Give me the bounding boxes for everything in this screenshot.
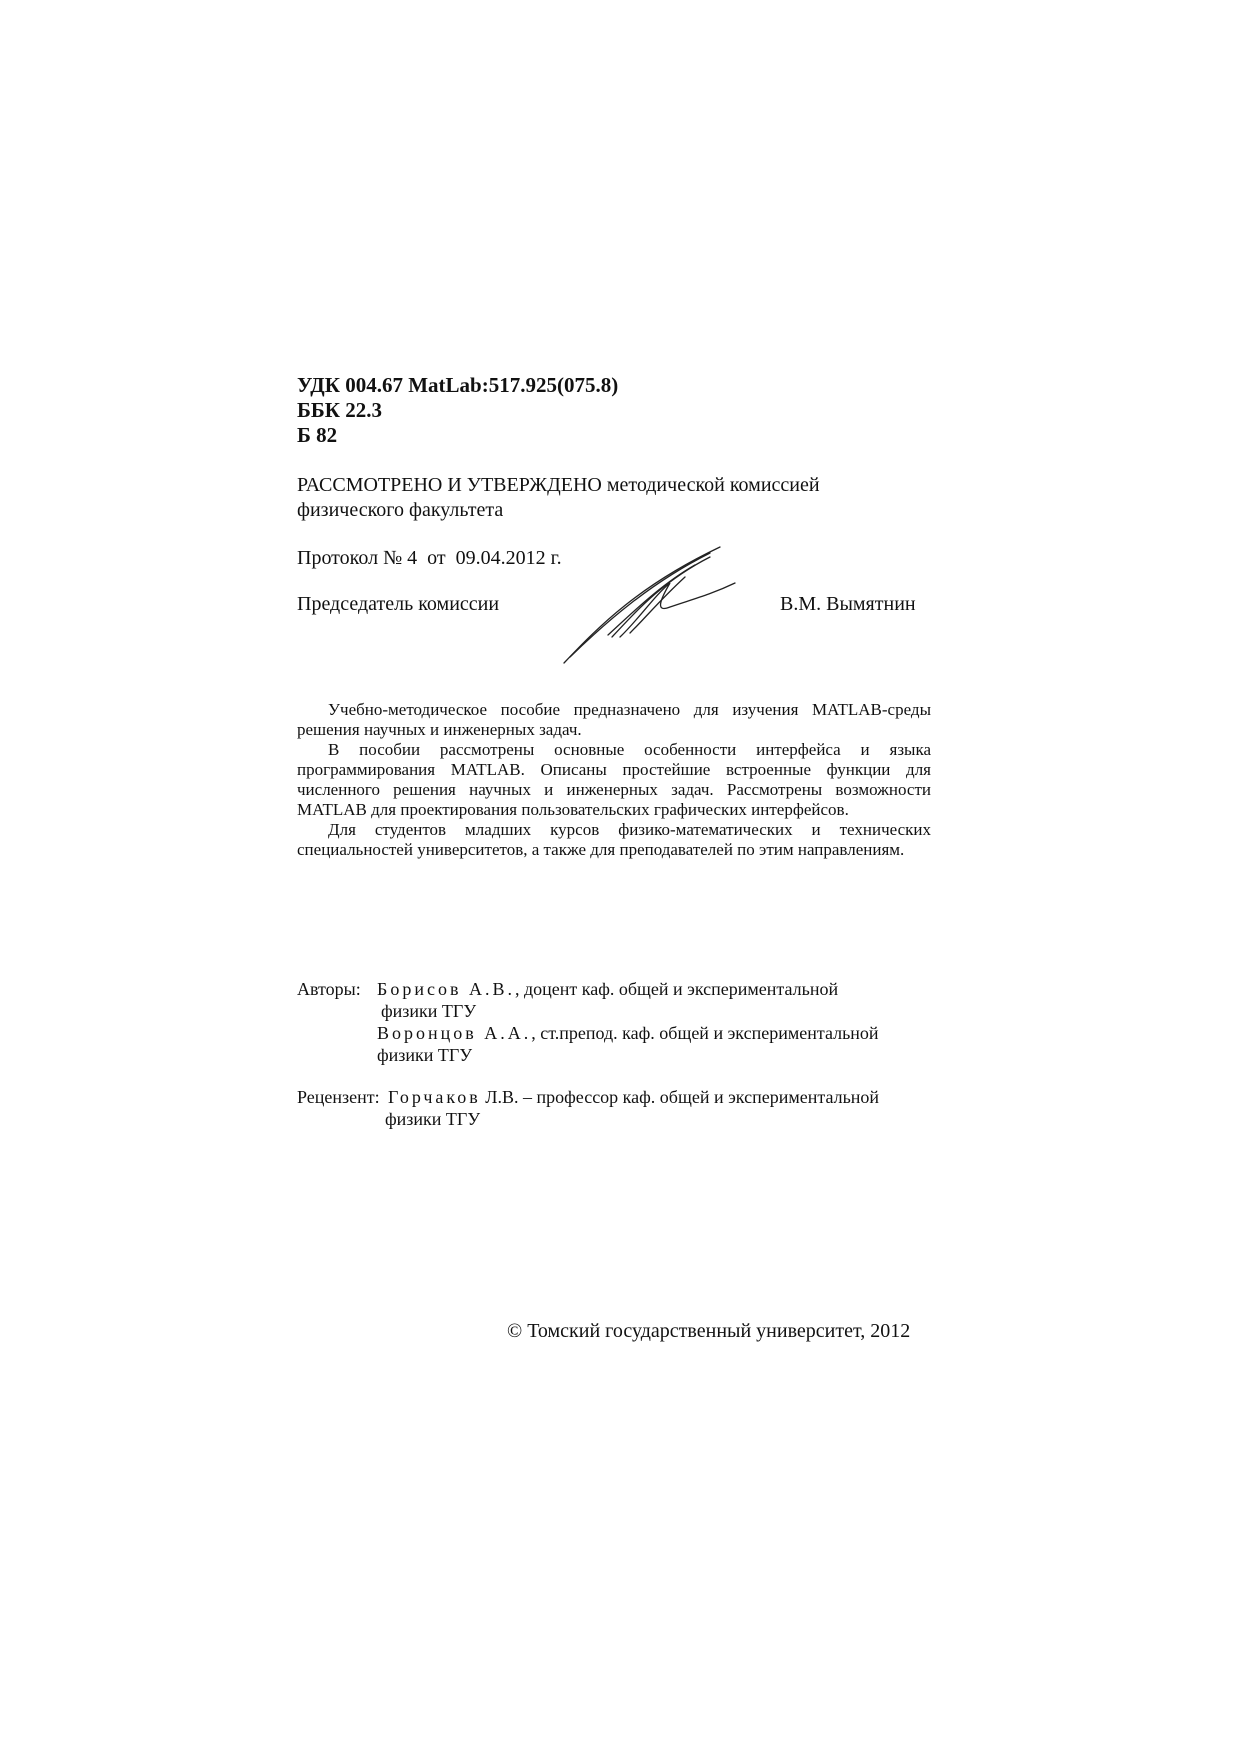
chair-label: Председатель комиссии bbox=[297, 593, 500, 615]
reviewer bbox=[388, 1086, 879, 1108]
author-2 bbox=[377, 1022, 879, 1044]
reviewer-name: Горчаков bbox=[388, 1087, 481, 1107]
abstract bbox=[297, 700, 931, 860]
author-1 bbox=[377, 978, 838, 1000]
author-mark: Б 82 bbox=[297, 423, 338, 447]
authors-label: Авторы: bbox=[297, 979, 361, 999]
udk-code: УДК 004.67 MatLab:517.925(075.8) bbox=[297, 373, 619, 397]
author-1-role: , доцент каф. общей и экспериментальной bbox=[514, 979, 839, 999]
signature-icon bbox=[560, 545, 750, 675]
abstract-paragraph-2: В пособии рассмотрены основные особенности интерфейса и языка программирования MATLAB. Описаны простейшие встроенные функции для численного решения научных и инженерных задач. Рассмотрены возможности MATLAB для проектирования пользовательских графических интерфейсов. bbox=[297, 740, 931, 819]
protocol-line: Протокол № 4 от 09.04.2012 г. bbox=[297, 547, 562, 569]
bbk-code: ББК 22.3 bbox=[297, 398, 382, 422]
abstract-paragraph-3: Для студентов младших курсов физико-математических и технических специальностей университетов, а также для преподавателей по этим направлениям. bbox=[297, 820, 931, 859]
author-2-role-cont: физики ТГУ bbox=[377, 1045, 473, 1065]
reviewer-role: – профессор каф. общей и экспериментальной bbox=[518, 1087, 880, 1107]
author-2-role: , ст.препод. каф. общей и экспериментальной bbox=[531, 1023, 879, 1043]
author-2-name: Воронцов А.А. bbox=[377, 1023, 532, 1043]
reviewer-initials: Л.В. bbox=[480, 1087, 519, 1107]
author-1-name: Борисов А.В. bbox=[377, 979, 515, 999]
approval-line-2: физического факультета bbox=[297, 499, 504, 521]
copyright: © Томский государственный университет, 2012 bbox=[507, 1320, 911, 1342]
abstract-paragraph-1: Учебно-методическое пособие предназначено для изучения MATLAB-среды решения научных и инженерных задач. bbox=[297, 700, 931, 739]
approval-line-1: РАССМОТРЕНО И УТВЕРЖДЕНО методической комиссией bbox=[297, 474, 820, 496]
reviewer-role-cont: физики ТГУ bbox=[385, 1109, 481, 1129]
chair-name: В.М. Вымятнин bbox=[780, 593, 916, 615]
author-1-role-cont: физики ТГУ bbox=[381, 1001, 477, 1021]
reviewer-label: Рецензент: bbox=[297, 1087, 380, 1107]
